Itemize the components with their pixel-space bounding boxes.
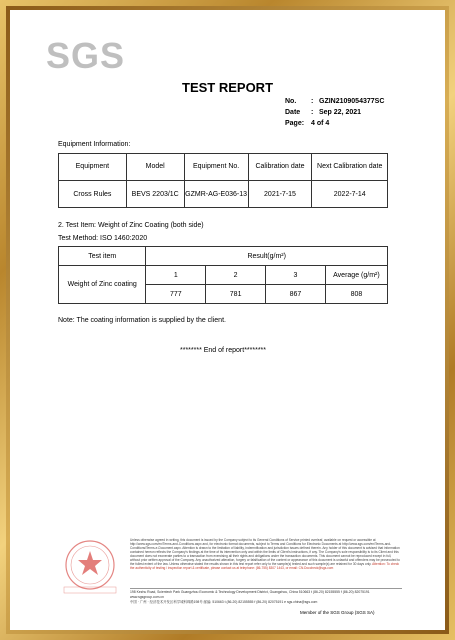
report-page-label: Page:	[285, 120, 305, 127]
report-date-label: Date	[285, 109, 301, 116]
table-header-cell: Equipment	[59, 154, 127, 181]
svg-text:SGS: SGS	[46, 35, 126, 76]
table-header-cell: Test item	[59, 247, 146, 266]
report-no-value: GZIN2109054377SC	[319, 98, 385, 105]
table-cell: 867	[266, 285, 326, 304]
equipment-heading: Equipment Information:	[58, 141, 131, 148]
table-cell: 777	[146, 285, 206, 304]
test-item-heading: 2. Test Item: Weight of Zinc Coating (both side)	[58, 222, 204, 229]
result-table	[58, 246, 388, 304]
table-cell: 781	[206, 285, 266, 304]
member-of-sgs: Member of the SGS Group (SGS SA)	[300, 610, 375, 615]
table-header-row	[59, 154, 388, 181]
table-header-cell: Equipment No.	[184, 154, 248, 181]
table-cell: 2022-7-14	[312, 181, 388, 208]
equipment-table	[58, 153, 388, 208]
table-header-cell: Calibration date	[248, 154, 312, 181]
table-row	[59, 181, 388, 208]
table-subheader-row	[59, 266, 388, 285]
footer-disclaimer	[130, 538, 402, 570]
table-cell: Cross Rules	[59, 181, 127, 208]
table-cell: GZMR-AG-E036-13	[184, 181, 248, 208]
report-meta: No. : GZIN2109054377SC Date : Sep 22, 2021 Page: 4 of 4	[285, 98, 385, 127]
table-cell: BEVS 2203/1C	[126, 181, 184, 208]
page-title: TEST REPORT	[182, 80, 274, 95]
coating-note: Note: The coating information is supplied by the client.	[58, 317, 226, 324]
sgs-logo	[44, 32, 126, 76]
table-header-cell: 2	[206, 266, 266, 285]
table-header-cell: Average (g/m²)	[325, 266, 387, 285]
footer-divider	[130, 588, 402, 589]
end-of-report: ******** End of report********	[180, 347, 266, 354]
table-header-row	[59, 247, 388, 266]
table-cell: 2021-7-15	[248, 181, 312, 208]
table-header-cell: 3	[266, 266, 326, 285]
address-chinese: 中国 · 广州 · 经济技术开发区科学城科珠路198号 邮编: 510663 t (86-20) 82155555 f (86-20) 82075191 e sgs.china@sgs.com	[130, 600, 318, 604]
report-no-label: No.	[285, 98, 297, 105]
table-header-cell: Next Calibration date	[312, 154, 388, 181]
report-page	[10, 10, 445, 630]
table-header-cell: Model	[126, 154, 184, 181]
table-row-label: Weight of Zinc coating	[59, 266, 146, 304]
report-page-value: 4 of 4	[311, 120, 330, 127]
report-date-value: Sep 22, 2021	[319, 109, 362, 116]
table-header-cell: 1	[146, 266, 206, 285]
authenticity-notice: Attention: To check the authenticity of testing / inspection report & certificate, please contact us at telephone: (86-755) 8307 1443, or email: CN.Doccheck@sgs.com	[130, 562, 400, 570]
table-cell: 808	[325, 285, 387, 304]
table-header-cell: Result(g/m²)	[146, 247, 388, 266]
inspection-stamp-seal	[58, 535, 122, 599]
disclaimer-text: Unless otherwise agreed in writing, this document is issued by the Company subject to its General Conditions of Service printed overleaf, available on request or accessible at http://www.sgs.com/en/Terms-and-Conditions.aspx and, for electronic format documents, subject to Terms and Conditions for Electronic Documents at http://www.sgs.com/en/Terms-and-Conditions/Terms-e-Document.aspx. Attention is drawn to the limitation of liability, indemnification and jurisdiction issues defined therein. Any holder of this document is advised that information contained hereon reflects the Company's findings at the time of its intervention only and within the limits of Client's instructions, if any. The Company's sole responsibility is to its Client and this document does not exonerate parties to a transaction from exercising all their rights and obligations under the transaction documents. This document cannot be reproduced except in full, without prior written approval of the Company. Any unauthorized alteration, forgery or falsification of the content or appearance of this document is unlawful and offenders may be prosecuted to the fullest extent of the law. Unless otherwise stated the results shown in this test report refer only to the sample(s) tested and such sample(s) are retained for 30 days only.	[130, 538, 400, 566]
test-method: Test Method: ISO 1460:2020	[58, 235, 148, 242]
address-english: 198 Kezhu Road, Scientech Park Guangzhou Economic & Technology Development District, Guangzhou, China 510663 t (86-20) 82155555 f (86-20) 82075191 www.sgsgroup.com.cn	[130, 590, 370, 599]
footer-address	[130, 590, 402, 605]
